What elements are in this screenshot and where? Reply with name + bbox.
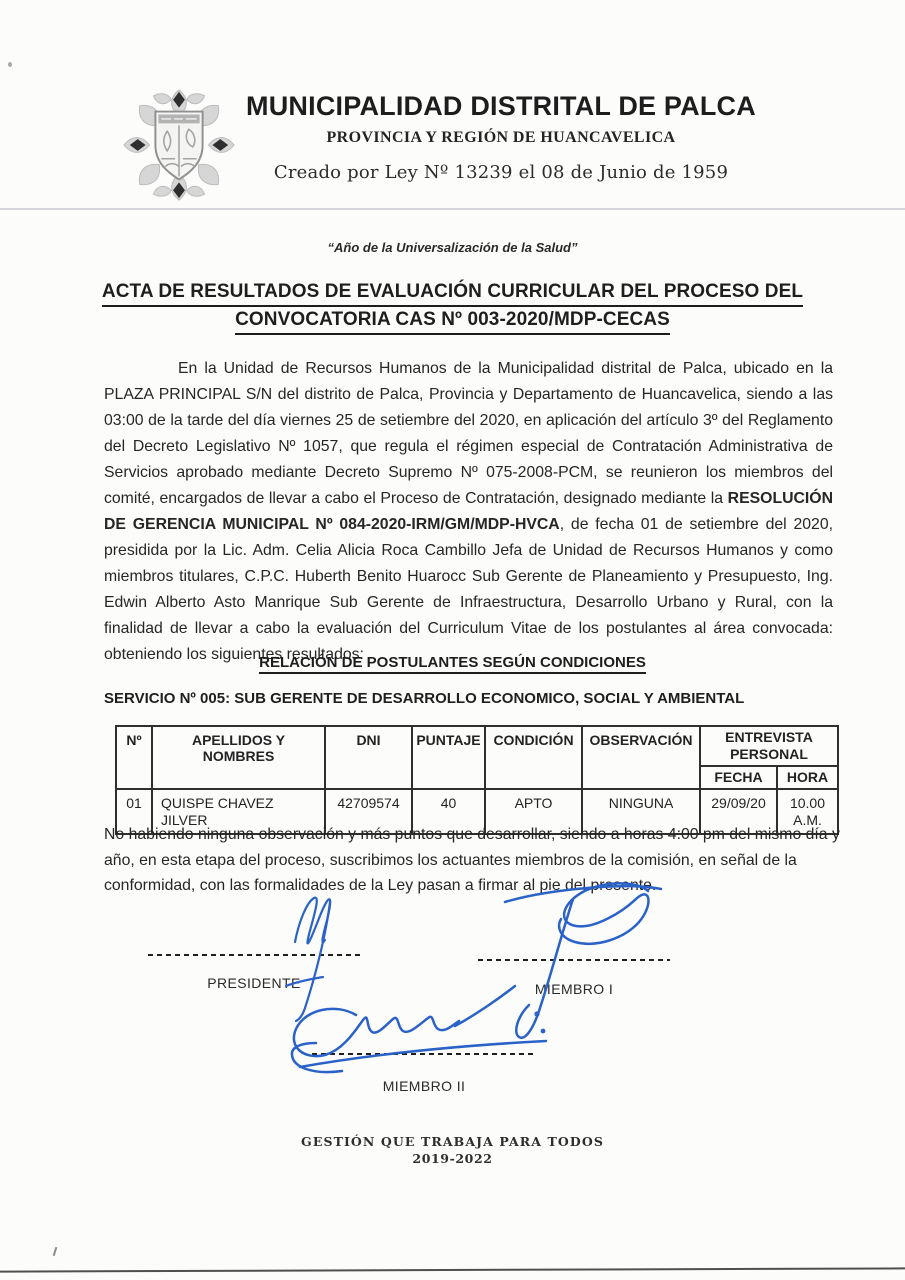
footer-period: 2019-2022 <box>412 1151 493 1166</box>
scan-artifact <box>8 62 12 67</box>
col-header-interview-group: ENTREVISTA PERSONAL <box>700 726 838 766</box>
creation-law-line: Creado por Ley Nº 13239 el 08 de Junio de 1959 <box>273 162 729 184</box>
document-title-line1: ACTA DE RESULTADOS DE EVALUACIÓN CURRICULAR DEL PROCESO DEL <box>102 279 803 307</box>
footer <box>0 1134 905 1166</box>
signature-president-ink <box>286 898 330 1021</box>
section-heading: RELACIÓN DE POSTULANTES SEGÚN CONDICIONES <box>0 654 905 674</box>
col-header-time: HORA <box>777 766 838 789</box>
col-header-names: APELLIDOS Y NOMBRES <box>152 726 325 789</box>
document-title <box>0 279 905 335</box>
organization-region: PROVINCIA Y REGIÓN DE HUANCAVELICA <box>326 129 676 147</box>
signature-line-member2 <box>312 1053 536 1055</box>
signature-label-member1: MIEMBRO I <box>534 981 614 997</box>
cell-observation: NINGUNA <box>582 789 700 834</box>
cell-number: 01 <box>116 789 152 834</box>
document-title-line2: CONVOCATORIA CAS Nº 003-2020/MDP-CECAS <box>235 307 670 335</box>
col-header-number: Nº <box>116 726 152 789</box>
signature-line-member1 <box>478 959 670 961</box>
body-paragraph-part3: , de fecha 01 de setiembre del 2020, presidida por la Lic. Adm. Celia Alicia Roca Cambillo Jefa de Unidad de Recursos Humanos y como miembros titulares, C.P.C. Huberth Benito Huarocc Sub Gerente de Planeamiento y Presupuesto, Ing. Edwin Alberto Asto Manrique Sub Gerente de Infraestructura, Desarrollo Urbano y Rural, con la finalidad de llevar a cabo la evaluación del Curriculum Vitae de los postulantes al área convocada: obteniendo los siguientes resultados: <box>104 516 833 663</box>
footer-slogan: GESTIÓN QUE TRABAJA PARA TODOS <box>301 1134 604 1149</box>
signature-line-president <box>148 954 360 956</box>
signature-label-president: PRESIDENTE <box>207 975 301 991</box>
signature-label-member2: MIEMBRO II <box>382 1078 466 1094</box>
document-header <box>195 92 807 183</box>
col-header-date: FECHA <box>700 766 777 789</box>
results-table <box>115 725 839 835</box>
cell-names: QUISPE CHAVEZ JILVER <box>152 789 325 834</box>
scan-artifact <box>53 1247 58 1256</box>
year-motto: “Año de la Universalización de la Salud” <box>327 240 578 255</box>
scan-bottom-edge <box>0 1267 905 1272</box>
cell-score: 40 <box>412 789 485 834</box>
cell-time: 10.00 A.M. <box>777 789 838 834</box>
col-header-score: PUNTAJE <box>412 726 485 789</box>
signature-member2-ink <box>292 986 546 1072</box>
body-paragraph <box>104 356 833 668</box>
col-header-condition: CONDICIÓN <box>485 726 582 789</box>
resolution-reference: RESOLUCIÓN DE GERENCIA MUNICIPAL Nº 084-2020-IRM/GM/MDP-HVCA <box>104 490 833 533</box>
closing-paragraph: No habiendo ninguna observación y más puntos que desarrollar, siendo a horas 4:00 pm del mismo día y año, en esta etapa del proceso, suscribimos los actuantes miembros de la comisión, en señal de la conformidad, con las formalidades de la Ley pasan a firmar al pie del presente. <box>104 826 840 894</box>
col-header-observation: OBSERVACIÓN <box>582 726 700 789</box>
cell-date: 29/09/20 <box>700 789 777 834</box>
cell-condition: APTO <box>485 789 582 834</box>
col-header-dni: DNI <box>325 726 412 789</box>
organization-name: MUNICIPALIDAD DISTRITAL DE PALCA <box>246 91 756 121</box>
service-line: SERVICIO Nº 005: SUB GERENTE DE DESARROLLO ECONOMICO, SOCIAL Y AMBIENTAL <box>104 690 745 707</box>
cell-dni: 42709574 <box>325 789 412 834</box>
header-divider <box>0 208 905 210</box>
body-paragraph-part1: En la Unidad de Recursos Humanos de la Municipalidad distrital de Palca, ubicado en la PLAZA PRINCIPAL S/N del distrito de Palca, Provincia y Departamento de Huancavelica, siendo a las 03:00 de la tarde del día viernes 25 de setiembre del 2020, en aplicación del artículo 3º del Reglamento del Decreto Legislativo Nº 1057, que regula el régimen especial de Contratación Administrativa de Servicios aprobado mediante Decreto Supremo Nº 075-2008-PCM, se reunieron los miembros del comité, encargados de llevar a cabo el Proceso de Contratación, designado mediante la <box>104 360 833 507</box>
